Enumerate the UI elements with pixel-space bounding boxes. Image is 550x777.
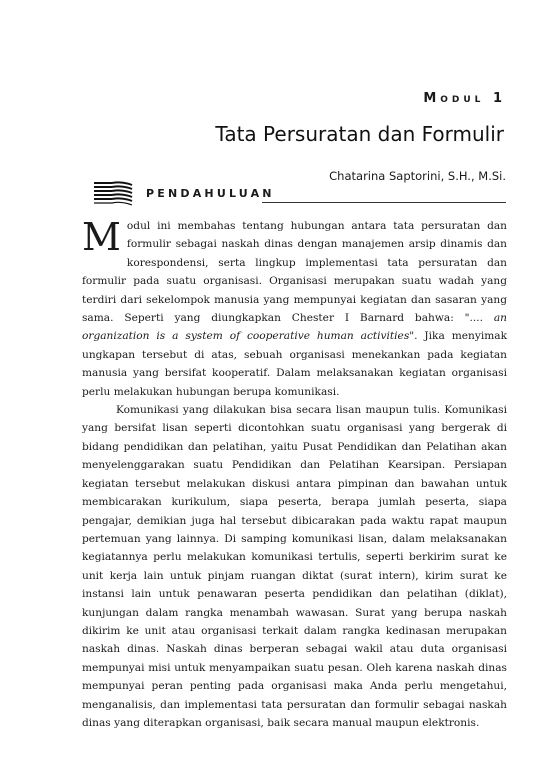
open-book-icon <box>92 180 134 206</box>
paragraph-1-text-continued: ". Jika menyimak ungkapan tersebut di atas, sebuah organisasi menekankan pada kegiatan manusia yang bersifat kooperatif. Dalam melaksanakan kegiatan organisasi perlu melakukan hubungan berupa komunikasi. <box>82 330 508 398</box>
paragraph-2: Komunikasi yang dilakukan bisa secara lisan maupun tulis. Komunikasi yang bersifat lisan seperti dicontohkan suatu organisasi yang bergerak di bidang pendidikan dan pelatihan, yaitu Pusat Pendidikan dan Pelatihan akan menyelenggarakan suatu Pendidikan dan Pelatihan Kearsipan. Persiapan kegiatan tersebut melakukan diskusi antara pimpinan dan bawahan untuk membicarakan kurikulum, siapa peserta, berapa jumlah peserta, siapa pengajar, demikian juga hal tersebut dibicarakan pada waktu rapat maupun pertemuan yang lainnya. Di samping komunikasi lisan, dalam melaksanakan kegiatannya perlu melakukan komunikasi tertulis, seperti berkirim surat ke unit kerja lain untuk pinjam ruangan diktat (surat intern), kirim surat ke instansi lain untuk penawaran peserta pendidikan dan pelatihan (diklat), kunjungan dalam rangka menambah wawasan. Surat yang berupa naskah dikirim ke unit atau organisasi terkait dalam rangka kedinasan merupakan naskah dinas. Naskah dinas berperan sebagai wakil atau duta organisasi mempunyai misi untuk menyampaikan suatu pesan. Oleh karena naskah dinas mempunyai peran penting pada organisasi maka Anda perlu mengetahui, menganalisis, dan implementasi tata persuratan dan formulir sebagai naskah dinas yang diterapkan organisasi, baik secara manual maupun elektronis. <box>82 404 507 729</box>
author-name: Chatarina Saptorini, S.H., M.Si. <box>329 169 506 183</box>
paragraph-1-text: odul ini membahas tentang hubungan antara tata persuratan dan formulir sebagai naskah dinas dengan manajemen arsip dinamis dan korespondensi, serta lingkup implementasi tata persuratan dan formulir pada suatu organisasi. Organisasi merupakan suatu wadah yang terdiri dari sekelompok manusia yang mempunyai kegiatan dan sasaran yang sama. Seperti yang diungkapkan Chester I Barnard bahwa: " <box>82 220 507 325</box>
section-heading: PENDAHULUAN <box>146 187 275 200</box>
paragraph-1 <box>82 217 507 401</box>
quote-text: .... an organization is a system of cooperative human activities <box>82 312 507 343</box>
page-title: Tata Persuratan dan Formulir <box>215 122 504 146</box>
drop-cap: M <box>82 215 121 259</box>
module-label: Modul 1 <box>423 91 506 106</box>
body-text <box>82 217 507 732</box>
section-divider <box>262 202 506 203</box>
